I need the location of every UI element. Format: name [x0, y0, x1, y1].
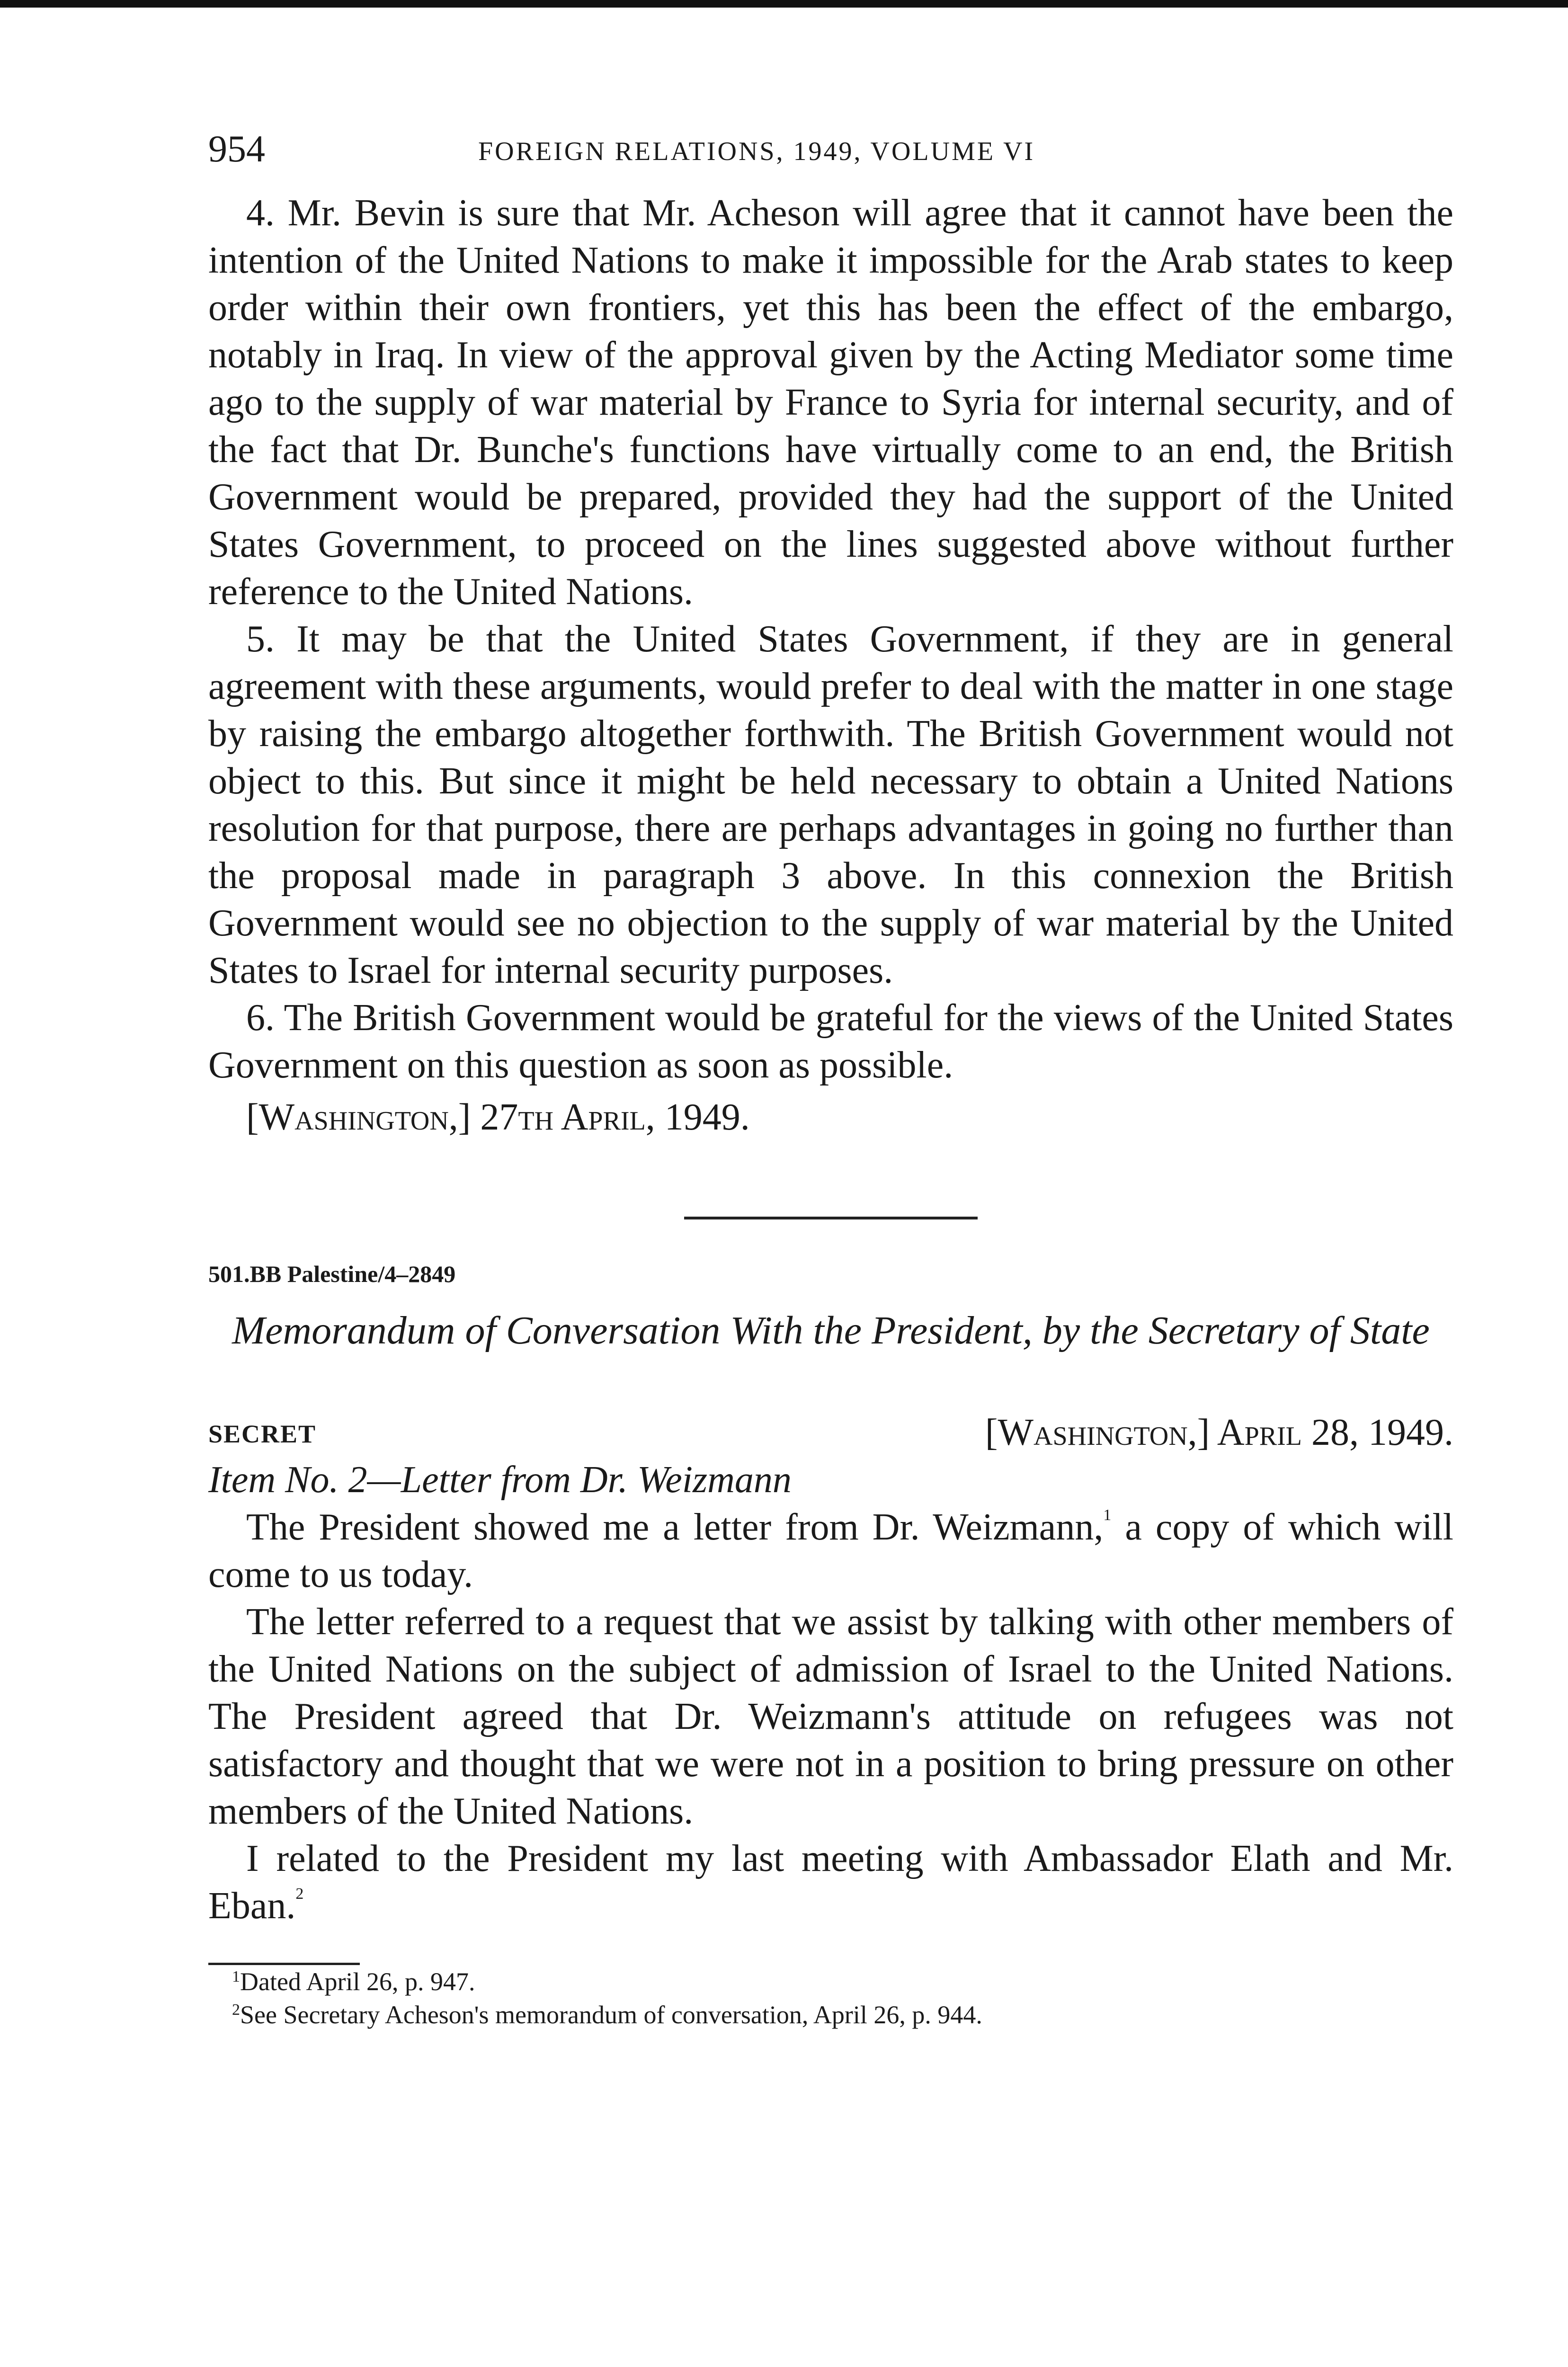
- running-title: FOREIGN RELATIONS, 1949, VOLUME VI: [478, 137, 1035, 166]
- document-page: [208, 128, 1453, 2031]
- body-paragraph-1-text: The President showed me a letter from Dr. Weizmann,: [246, 1506, 1104, 1548]
- section-divider: [684, 1217, 978, 1219]
- body-paragraph-1: [208, 1504, 1453, 1598]
- footnote-ref-2: 2: [295, 1885, 304, 1903]
- footnote-1: [208, 1965, 1453, 1998]
- classification-row: [208, 1409, 1453, 1456]
- footnote-1-text: Dated April 26, p. 947.: [240, 1967, 475, 1996]
- classification-label: SECRET: [208, 1420, 317, 1448]
- item-heading: Item No. 2—Letter from Dr. Weizmann: [208, 1459, 792, 1501]
- running-head: [208, 128, 1453, 189]
- footnote-1-mark: 1: [232, 1968, 240, 1985]
- document-title: Memorandum of Conversation With the President, by the Secretary of State: [232, 1308, 1430, 1353]
- paragraph-4: 4. Mr. Bevin is sure that Mr. Acheson will agree that it cannot have been the intention of the United Nations to make it impossible for the Arab states to keep order within their own frontiers, yet this has been the effect of the embargo, notably in Iraq. In view of the approval given by the Acting Mediator some time ago to the supply of war material by France to Syria for internal security, and of the fact that Dr. Bunche's functions have virtually come to an end, the British Government would be prepared, provided they had the support of the United States Government, to proceed on the lines suggested above without further reference to the United Nations.: [208, 192, 1453, 613]
- body-paragraph-1-tail: a copy of which will come to us today.: [208, 1506, 1453, 1595]
- dateline-washington-april-27: [Washington,] 27th April, 1949.: [246, 1096, 750, 1138]
- body-paragraph-3: [208, 1835, 1453, 1930]
- paragraph-6: 6. The British Government would be grateful for the views of the United States Government on this question as soon as possible.: [208, 997, 1453, 1086]
- footnote-2: [208, 1998, 1453, 2031]
- footnote-ref-1: 1: [1103, 1506, 1112, 1524]
- top-edge-rule: [0, 0, 1568, 8]
- footnote-2-text: See Secretary Acheson's memorandum of conversation, April 26, p. 944.: [240, 2001, 982, 2029]
- page-number: 954: [208, 128, 265, 170]
- file-number: 501.BB Palestine/4–2849: [208, 1261, 456, 1287]
- body-paragraph-3-text: I related to the President my last meeting with Ambassador Elath and Mr. Eban.: [208, 1838, 1453, 1927]
- paragraph-5: 5. It may be that the United States Government, if they are in general agreement with these arguments, would prefer to deal with the matter in one stage by raising the embargo altogether forthwith. The British Government would not object to this. But since it might be held necessary to obtain a United Nations resolution for that purpose, there are perhaps advantages in going no further than the proposal made in paragraph 3 above. In this connexion the British Government would see no objection to the supply of war material by the United States to Israel for internal security purposes.: [208, 618, 1453, 991]
- body-paragraph-2: The letter referred to a request that we assist by talking with other members of the United Nations on the subject of admission of Israel to the United Nations. The President agreed that Dr. Weizmann's attitude on refugees was not satisfactory and thought that we were not in a position to bring pressure on other members of the United Nations.: [208, 1601, 1453, 1832]
- footnote-2-mark: 2: [232, 2001, 240, 2019]
- dateline-washington-april-28: [Washington,] April 28, 1949.: [985, 1412, 1453, 1453]
